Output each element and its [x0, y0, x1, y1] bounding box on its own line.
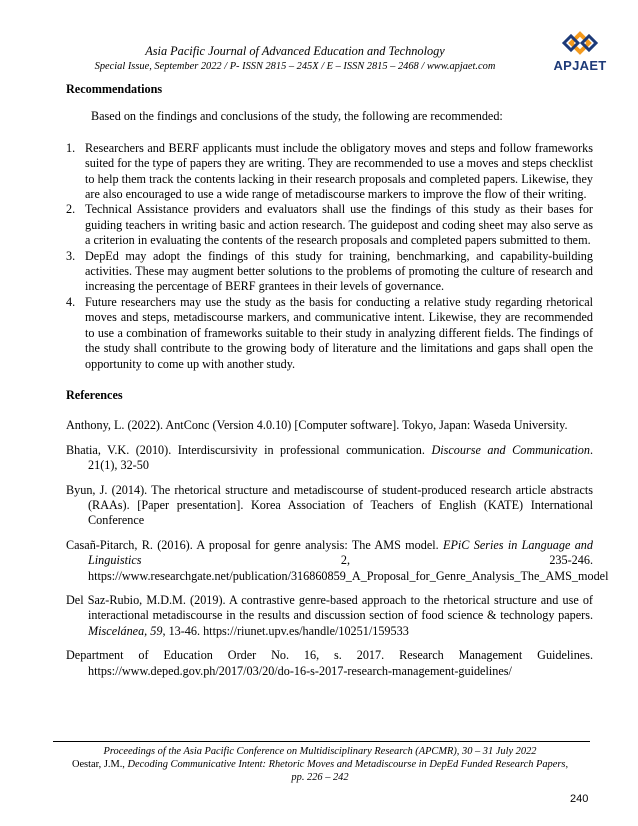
reference-entry: Department of Education Order No. 16, s. 2017. Research Management Guidelines. https://www.deped.gov.ph/2017/03/20/do-16-s-2017-research-management-guidelines/: [66, 648, 593, 678]
logo-diamond-icon: [562, 28, 598, 58]
footer-proceedings: Proceedings of the Asia Pacific Conference on Multidisciplinary Research (APCMR), 30 – 31 July 2022: [103, 746, 537, 757]
item-number: 1.: [66, 140, 76, 155]
reference-journal: EPiC Series in Language and Linguistics: [88, 537, 593, 568]
item-text: Future researchers may use the study as the basis for conducting a relative study regarding rhetorical moves and steps, metadiscourse markers, and communicative intent. Likewise, they are recommended to use a combination of frameworks suitable to their study in analyzing different fields. The findings of the study shall contribute to the growing body of literature and the limitations and gaps shall open the opportunity to come up with another study.: [85, 294, 593, 371]
reference-journal: Discourse and Communication: [431, 442, 590, 457]
issue-info: Special Issue, September 2022 / P- ISSN 2815 – 245X / E – ISSN 2815 – 2468 / www.apjaet.com: [94, 61, 496, 72]
recommendation-item: [66, 202, 593, 248]
footer-citation: Oestar, J.M., Decoding Communicative Intent: Rhetoric Moves and Metadiscourse in DepEd Funded Research Papers,: [71, 759, 569, 770]
item-text: DepEd may adopt the findings of this study for training, benchmarking, and capability-building activities. These may augment better solutions to the problems of promoting the culture of research and increasing the percentage of BERF grantees in their levels of governance.: [85, 248, 593, 294]
footer-divider: [53, 741, 590, 742]
journal-logo: [548, 28, 612, 80]
page-content: [66, 82, 609, 688]
recommendations-intro: Based on the findings and conclusions of the study, the following are recommended:: [91, 109, 503, 124]
item-text: Technical Assistance providers and evaluators shall use the findings of this study as their bases for guiding teachers in writing basic and action research. The guidepost and coding sheet may also serve as a criterion in evaluating the contents of the research proposals and completed papers submitted to them.: [85, 202, 593, 248]
item-number: 3.: [66, 248, 76, 263]
item-text: Researchers and BERF applicants must include the obligatory moves and steps and follow frameworks suited for the type of papers they are writing. They are recommended to use a moves and steps checklist to help them track the contents lacking in their research proposals and completed papers. Likewise, they are also encouraged to use a wide range of metadiscourse markers to improve the flow of their writing.: [85, 140, 593, 202]
reference-entry: Byun, J. (2014). The rhetorical structure and metadiscourse of student-produced research article abstracts (RAAs). [Paper presentation]. Korea Association of Teachers of English (KATE) International Conference: [66, 482, 593, 528]
item-number: 4.: [66, 294, 76, 309]
recommendations-list: [66, 141, 593, 372]
recommendation-item: [66, 295, 593, 372]
running-footer: [50, 745, 590, 784]
reference-entry: Anthony, L. (2022). AntConc (Version 4.0.10) [Computer software]. Tokyo, Japan: Waseda University.: [66, 418, 568, 433]
reference-entry: Casañ-Pitarch, R. (2016). A proposal for genre analysis: The AMS model. EPiC Series in Language and Linguistics 2, 235-246. https://www.researchgate.net/publication/316860859_A_Proposal_for_Genre_Analysis_The_AMS_model: [66, 537, 609, 583]
page-number: 240: [570, 793, 589, 805]
item-number: 2.: [66, 202, 76, 217]
reference-journal: Miscelánea, 59: [88, 623, 163, 638]
journal-title: Asia Pacific Journal of Advanced Education and Technology: [145, 44, 445, 58]
references-heading: References: [66, 387, 123, 402]
footer-pages: pp. 226 – 242: [291, 772, 349, 783]
recommendation-item: [66, 141, 593, 203]
running-header: [60, 44, 530, 74]
reference-entry: Bhatia, V.K. (2010). Interdiscursivity in professional communication. Discourse and Communication. 21(1), 32-50: [66, 442, 594, 473]
reference-entry: Del Saz-Rubio, M.D.M. (2019). A contrastive genre-based approach to the rhetorical structure and use of interactional metadiscourse in the results and discussion section of food science & technology papers. Miscelánea, 59, 13-46. https://riunet.upv.es/handle/10251/159533: [66, 592, 593, 638]
logo-text: APJAET: [553, 58, 607, 73]
recommendation-item: [66, 249, 593, 295]
recommendations-heading: Recommendations: [66, 82, 163, 96]
